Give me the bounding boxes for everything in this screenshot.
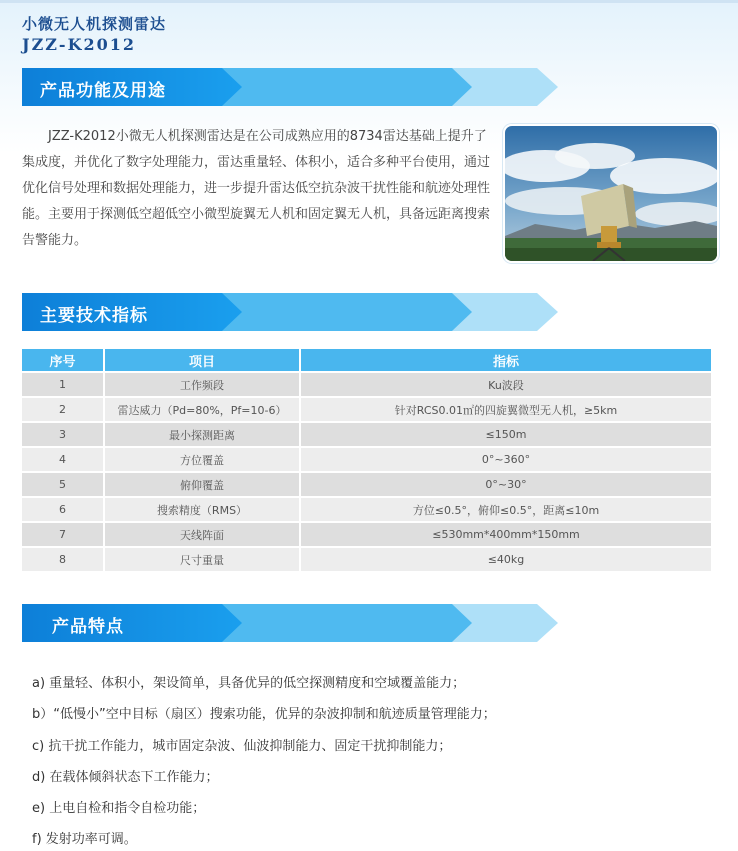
row-item: 俯仰覆盖 [104, 472, 300, 497]
row-item: 雷达威力（Pd=80%，Pf=10-6） [104, 397, 300, 422]
row-item: 工作频段 [104, 372, 300, 397]
product-model: JZZ-K2012 [22, 35, 137, 54]
row-index: 8 [22, 547, 104, 572]
row-index: 3 [22, 422, 104, 447]
feature-item: d) 在载体倾斜状态下工作能力； [32, 770, 219, 785]
section-banner-functions [22, 68, 558, 106]
feature-item: e) 上电自检和指令自检功能； [32, 801, 206, 816]
table-row [22, 372, 711, 397]
row-index: 5 [22, 472, 104, 497]
row-value: 方位≤0.5°，俯仰≤0.5°，距离≤10m [300, 497, 711, 522]
row-item: 尺寸重量 [104, 547, 300, 572]
table-row [22, 397, 711, 422]
row-index: 2 [22, 397, 104, 422]
row-value: 0°~360° [300, 447, 711, 472]
row-index: 4 [22, 447, 104, 472]
row-value: 0°~30° [300, 472, 711, 497]
row-index: 1 [22, 372, 104, 397]
row-item: 搜索精度（RMS） [104, 497, 300, 522]
section-banner-features [22, 604, 558, 642]
row-item: 天线阵面 [104, 522, 300, 547]
row-value: Ku波段 [300, 372, 711, 397]
table-row [22, 422, 711, 447]
column-header-value: 指标 [300, 349, 711, 372]
table-row [22, 447, 711, 472]
top-rule [0, 0, 738, 3]
section-title-functions: 产品功能及用途 [40, 81, 166, 101]
row-index: 6 [22, 497, 104, 522]
row-value: ≤40kg [300, 547, 711, 572]
section-banner-specs [22, 293, 558, 331]
row-value: ≤150m [300, 422, 711, 447]
row-value: ≤530mm*400mm*150mm [300, 522, 711, 547]
table-row [22, 547, 711, 572]
row-index: 7 [22, 522, 104, 547]
radar-photo [503, 124, 719, 263]
row-value: 针对RCS0.01㎡的四旋翼微型无人机，≥5km [300, 397, 711, 422]
table-row [22, 472, 711, 497]
column-header-item: 项目 [104, 349, 300, 372]
table-row [22, 522, 711, 547]
feature-item: f) 发射功率可调。 [32, 832, 137, 847]
section-title-specs: 主要技术指标 [40, 306, 148, 326]
feature-item: b）“低慢小”空中目标（扇区）搜索功能，优异的杂波抑制和航迹质量管理能力； [32, 707, 496, 722]
spec-table [22, 349, 711, 573]
feature-item: a) 重量轻、体积小，架设简单，具备优异的低空探测精度和空域覆盖能力； [32, 676, 466, 691]
product-title: 小微无人机探测雷达 [22, 15, 167, 33]
row-item: 方位覆盖 [104, 447, 300, 472]
intro-paragraph: JZZ-K2012小微无人机探测雷达是在公司成熟应用的8734雷达基础上提升了集成度，并优化了数字处理能力，雷达重量轻、体积小，适合多种平台使用，通过优化信号处理和数据处理能力，进一步提升雷达低空抗杂波干扰性能和航迹处理性能。主要用于探测低空超低空小微型旋翼无人机和固定翼无人机，具备远距离搜索告警能力。 [22, 129, 491, 248]
feature-item: c) 抗干扰工作能力，城市固定杂波、仙波抑制能力、固定干扰抑制能力； [32, 739, 452, 754]
table-row [22, 497, 711, 522]
column-header-index: 序号 [22, 349, 104, 372]
section-title-features: 产品特点 [52, 617, 124, 637]
radar-photo-illustration [505, 126, 717, 261]
table-header-row [22, 349, 711, 372]
row-item: 最小探测距离 [104, 422, 300, 447]
